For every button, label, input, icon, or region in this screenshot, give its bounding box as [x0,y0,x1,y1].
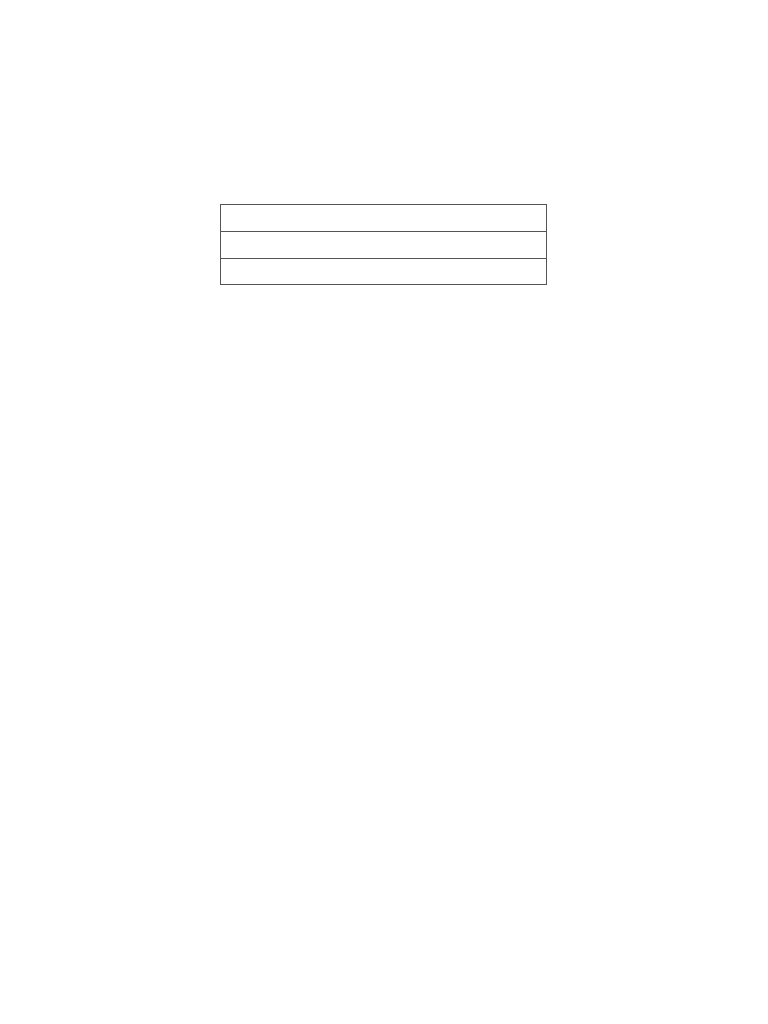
subject-field[interactable] [221,232,546,259]
name-field[interactable] [221,205,546,232]
date-field[interactable] [221,259,546,286]
student-info-box [220,204,547,285]
